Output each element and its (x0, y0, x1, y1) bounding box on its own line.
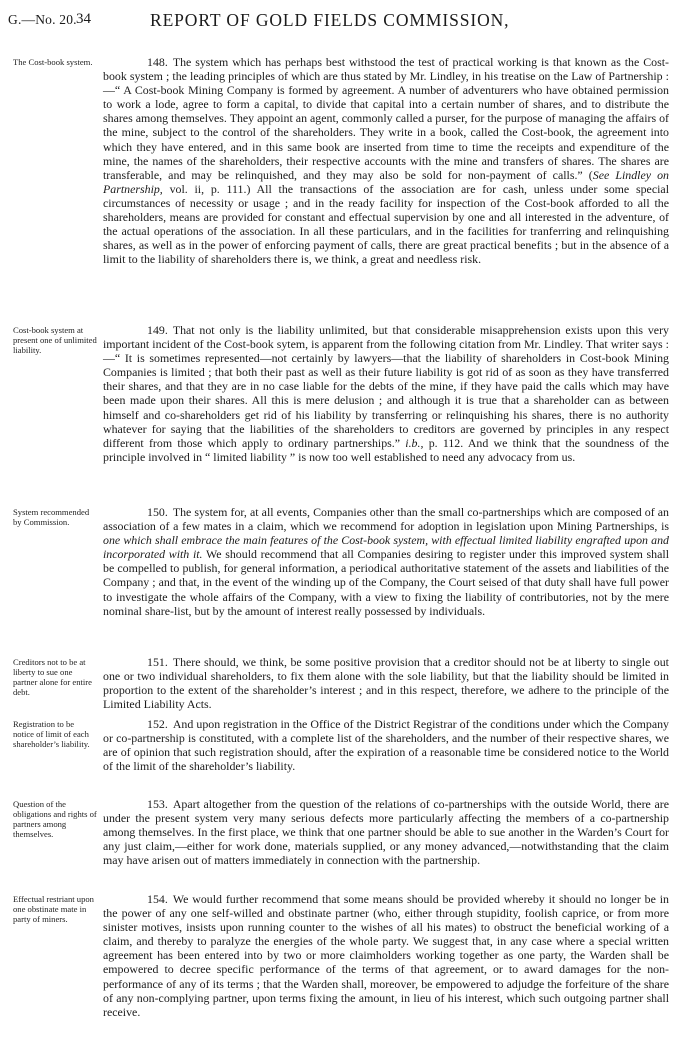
paragraph-number: 150. (147, 505, 168, 519)
margin-note: Cost-book system at present one of unlimited liability. (13, 325, 97, 355)
paragraph-text: Apart altogether from the question of the relations of co-partnerships with the outside World, there are under the present system very many serious defects more particularly affecting the members of a co-partnership among themselves. In the first place, we think that one partner should be able to sue another in the Warden’s Court for any just claim,—either for work done, materials supplied, or any money advanced,—notwithstanding that the claim may have arisen out of matters immediately in connection with the partnership. (103, 797, 669, 868)
paragraph-153 (103, 797, 669, 867)
paragraph-text: The system for, at all events, Companies other than the small co-partnerships which are composed of an association of a few mates in a claim, which we recommend for adoption in legislation upon Mining Partnerships, is (103, 505, 669, 534)
paragraph-number: 152. (147, 717, 168, 731)
paragraph-number: 149. (147, 323, 168, 337)
paragraph-text: vol. ii, p. 111.) All the transactions of the association are for cash, unless under some special circumstances of necessity or usage ; and in the ready facility for inspection of the Cost-book afforded to all the shareholders, means are provided for constant and effectual supervision by one and all interested in the adventure, of the actual operations of the association. In all these particulars, and in the facilities for tranferring and relinquishing shares, as well as in the power of enforcing payment of calls, there are great practical benefits ; but in the absence of a limit to the liability of shareholders there is, we think, a great and needless risk. (103, 181, 669, 267)
paragraph-text: We would further recommend that some means should be provided whereby it should no longer be in the power of any one self-willed and obstinate partner (who, either through stupidity, foolish caprice, or from more sinister motives, insists upon running counter to the wishes of all his mates) to obstruct the beneficial working of a claim, and thereby to paralyze the energies of the whole party. We suggest that, in any case where a special written agreement has been entered into by two or more claimholders working together as one party, the Warden shall be empowered to decree specific performance of the terms of that agreement, or to award damages for the non-performance of any of its terms ; that the Warden shall, moreover, be empowered to adjudge the forfeiture of the share of any non-complying partner, upon terms fixing the amount, in lieu of his interest, which such outgoing partner shall receive. (103, 892, 669, 1019)
margin-note: Registration to be notice of limit of each shareholder’s liability. (13, 719, 90, 749)
paragraph-text: And upon registration in the Office of the District Registrar of the conditions under which the Company or co-partnership is constituted, with a complete list of the shareholders, and the number of their respective shares, we are of opinion that such registration should, after the expiration of a reasonable time be considered notice to the World of the limit of the shareholder’s liability. (103, 717, 669, 774)
paragraph-text: There should, we think, be some positive provision that a creditor should not be at liberty to single out one or two individual shareholders, to fix them alone with the sole liability, but that the liability should be limited in proportion to the extent of the shareholder’s interest ; and in this respect, therefore, we adhere to the principle of the Limited Liability Acts. (103, 655, 669, 712)
page-number: 34 (76, 11, 91, 27)
paragraph-148 (103, 55, 669, 266)
paragraph-number: 148. (147, 55, 168, 69)
margin-note: Question of the obligations and rights of partners among themselves. (13, 799, 97, 839)
document-reference: G.—No. 20. (8, 12, 77, 27)
paragraph-text: The system which has perhaps best withstood the test of practical working is that known as the Cost-book system ; the leading principles of which are thus stated by Mr. Lindley, in his treatise on the Law of Partnership :—“ A Cost-book Mining Company is formed by agreement. A number of adventurers who have obtained permission to work a lode, agree to form a capital, to divide that capital into a certain number of shares, and to distribute the shares among themselves. They appoint an agent, commonly called a purser, for the purpose of managing the affairs of the mine, subject to the control of the shareholders. They write in a book, called the Cost-book, the agreement into which they have entered, and in this same book are inserted from time to time the receipts and expenditure of the mine, the names of the shareholders, their respective accounts with the mine and transfers of shares. The shares are transferable, and may be relinquished, and they may also be sold for non-payment of calls.” ( (103, 55, 669, 182)
paragraph-emphasis: one which shall embrace the main features of the Cost-book system, with effectual limited liability engrafted upon and incorporated with it. (103, 533, 669, 562)
paragraph-152 (103, 717, 669, 773)
paragraph-text: That not only is the liability unlimited, but that considerable misapprehension exists upon this very important incident of the Cost-book sytem, is apparent from the following citation from Mr. Lindley. That writer says :—“ It is sometimes represented—not certainly by lawyers—that the liability of shareholders in Cost-book Mining Companies is limited ; that both their past as well as their future liability is got rid of as soon as they have transferred their shares, and that they are in no case liable for the debts of the mine, if they have paid the calls which may have been made upon their shares. All this is mere delusion ; and although it is true that a shareholder can as between himself and co-shareholders get rid of his liability by transferring or relinquishing his shares, there is no authority whatever for saying that the liabilities of the shareholders to creditors are governed by principles in any respect different from those which apply to ordinary partnerships.” (103, 323, 669, 450)
paragraph-citation: See Lindley on Partnership, (103, 167, 669, 196)
paragraph-number: 154. (147, 892, 168, 906)
paragraph-150 (103, 505, 669, 618)
paragraph-text: p. 112. And we think that the soundness of the principle involved in “ limited liability ” is now too well established to need any advocacy from us. (103, 435, 669, 464)
paragraph-number: 151. (147, 655, 168, 669)
paragraph-number: 153. (147, 797, 168, 811)
margin-note: System recommended by Commission. (13, 507, 90, 527)
margin-note: The Cost-book system. (13, 57, 93, 67)
paragraph-149 (103, 323, 669, 464)
paragraph-154 (103, 892, 669, 1019)
margin-note: Creditors not to be at liberty to sue one partner alone for entire debt. (13, 657, 92, 697)
paragraph-151 (103, 655, 669, 711)
margin-note: Effectual restriant upon one obstinate mate in party of miners. (13, 894, 94, 924)
paragraph-citation: i.b., (405, 435, 424, 450)
page-title: REPORT OF GOLD FIELDS COMMISSION, (150, 10, 510, 30)
page-header (0, 12, 700, 38)
paragraph-text: We should recommend that all Companies desiring to register under this improved system shall be compelled to publish, for general information, a periodical authoritative statement of the assets and liabilities of the Company ; and that, in the event of the winding up of the Company, the Court seised of that duty shall have full power to investigate the whole affairs of the Company, with a view to fixing the liability of contributories, not by the mere nominal share-list, but by the amount of interest really possessed by individuals. (103, 547, 669, 618)
